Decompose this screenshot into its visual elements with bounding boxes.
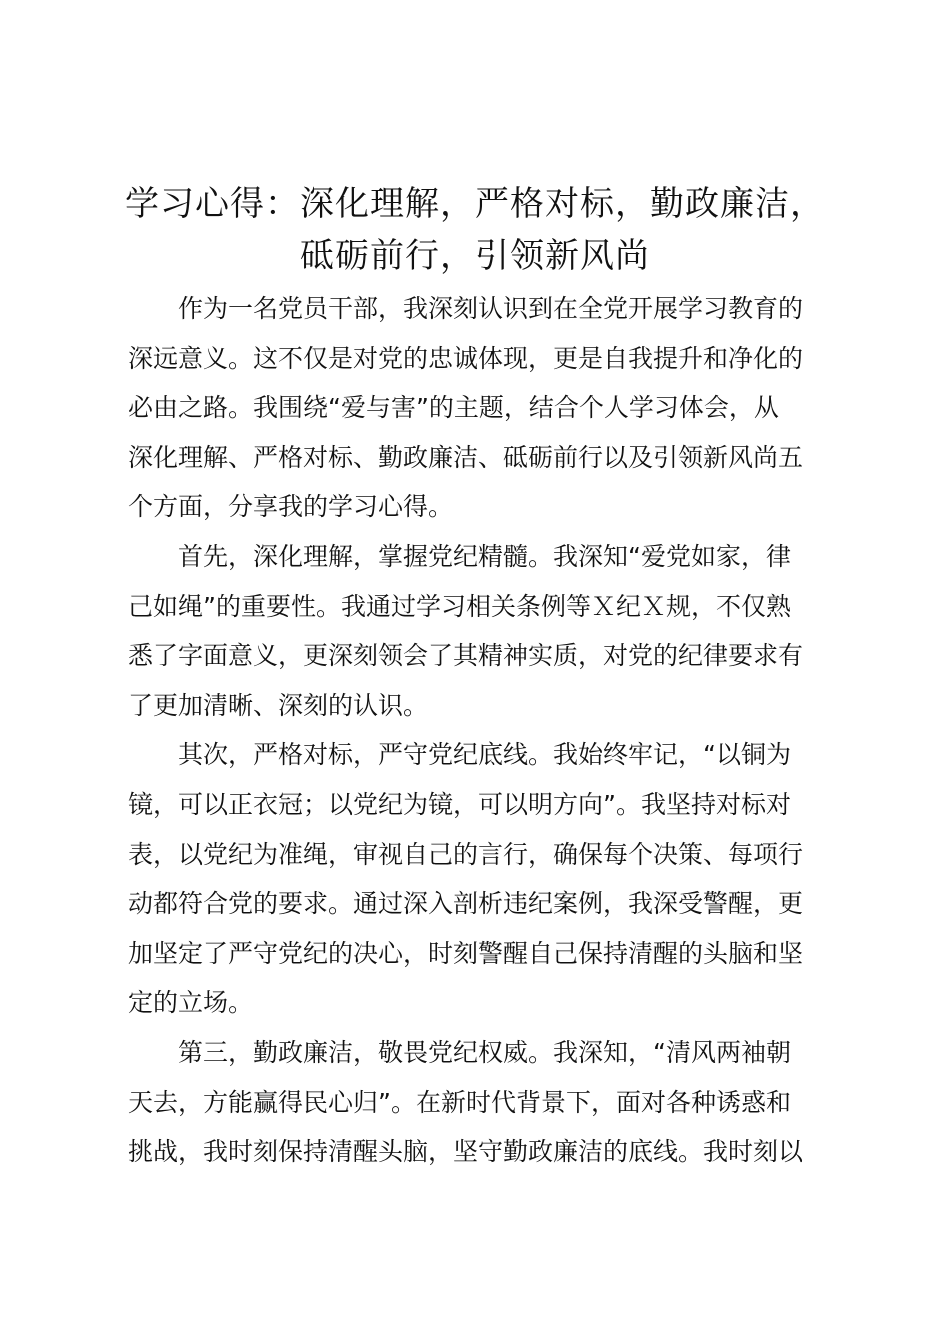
paragraph-line: 挑战，我时刻保持清醒头脑，坚守勤政廉洁的底线。我时刻以 xyxy=(128,1137,804,1167)
paragraph-line: 了更加清晰、深刻的认识。 xyxy=(128,690,429,720)
title-line-2: 砥砺前行，引领新风尚 xyxy=(300,236,650,276)
paragraph-line: 深化理解、严格对标、勤政廉洁、砥砺前行以及引领新风尚五 xyxy=(128,442,804,472)
paragraph-line: 天去，方能赢得民心归”。在新时代背景下，面对各种诱惑和 xyxy=(128,1087,791,1117)
paragraph-line: 悉了字面意义，更深刻领会了其精神实质，对党的纪律要求有 xyxy=(128,641,804,671)
paragraph-line: 个方面，分享我的学习心得。 xyxy=(128,492,454,522)
document-title xyxy=(100,178,850,282)
paragraph-line: 作为一名党员干部，我深刻认识到在全党开展学习教育的 xyxy=(128,294,804,323)
paragraph-line: 表，以党纪为准绳，审视自己的言行，确保每个决策、每项行 xyxy=(128,839,804,869)
paragraph-line: 必由之路。我围绕“爱与害”的主题，结合个人学习体会，从 xyxy=(128,393,779,423)
paragraph-line: 定的立场。 xyxy=(128,988,254,1018)
paragraph-line: 首先，深化理解，掌握党纪精髓。我深知“爱党如家，律 xyxy=(128,541,791,571)
title-line-1: 学习心得：深化理解，严格对标，勤政廉洁， xyxy=(125,184,825,224)
paragraph-first xyxy=(128,532,833,730)
document-body xyxy=(128,284,833,1177)
paragraph-line: 镜，可以正衣冠；以党纪为镜，可以明方向”。我坚持对标对 xyxy=(128,789,791,819)
paragraph-second xyxy=(128,730,833,1028)
paragraph-line: 第三，勤政廉洁，敬畏党纪权威。我深知，“清风两袖朝 xyxy=(128,1037,791,1067)
paragraph-line: 动都符合党的要求。通过深入剖析违纪案例，我深受警醒，更 xyxy=(128,889,804,919)
paragraph-third xyxy=(128,1028,833,1177)
paragraph-line: 加坚定了严守党纪的决心，时刻警醒自己保持清醒的头脑和坚 xyxy=(128,938,804,968)
paragraph-line: 深远意义。这不仅是对党的忠诚体现，更是自我提升和净化的 xyxy=(128,343,804,373)
paragraph-line: 己如绳”的重要性。我通过学习相关条例等Ｘ纪Ｘ规，不仅熟 xyxy=(128,591,791,621)
paragraph-intro xyxy=(128,284,833,532)
paragraph-line: 其次，严格对标，严守党纪底线。我始终牢记，“以铜为 xyxy=(128,740,791,770)
